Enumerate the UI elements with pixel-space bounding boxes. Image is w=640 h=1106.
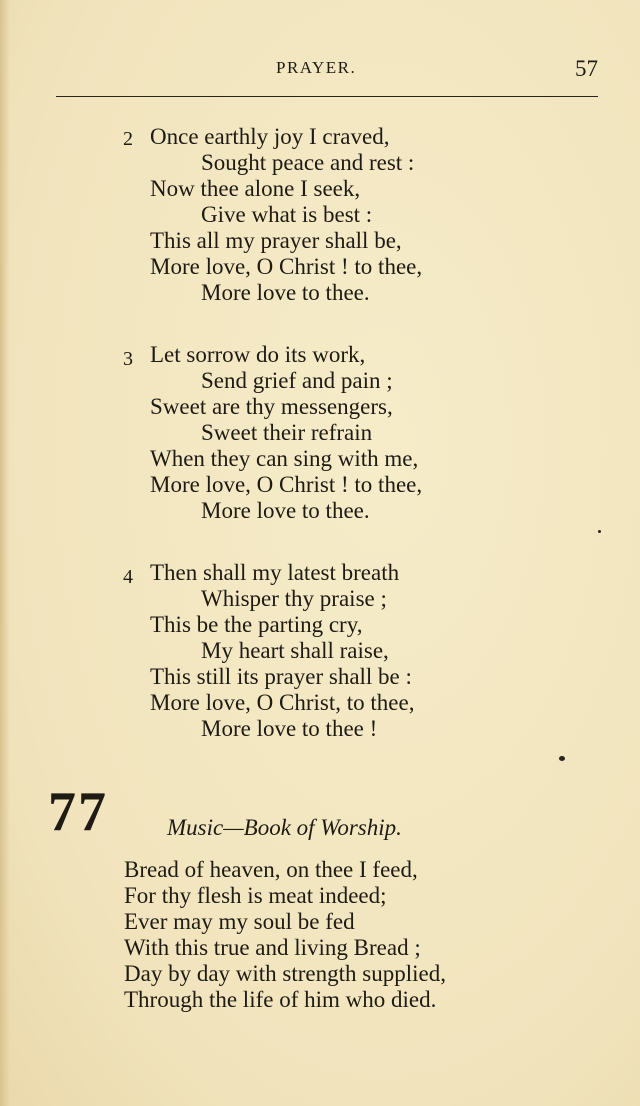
stanza-line: Now thee alone I seek,	[150, 176, 361, 201]
stanza-line: Let sorrow do its work,	[150, 342, 366, 367]
stanza-line: More love to thee !	[201, 716, 378, 741]
page-edge-shadow	[0, 0, 10, 1106]
header-rule	[56, 96, 598, 97]
stanza-line: Then shall my latest breath	[150, 560, 400, 585]
stanza-line: Send grief and pain ;	[201, 368, 393, 393]
verse-line: Bread of heaven, on thee I feed,	[124, 857, 418, 882]
stanza-line: This still its prayer shall be :	[150, 664, 412, 689]
stanza-line: More love, O Christ ! to thee,	[150, 472, 423, 497]
verse-line: Ever may my soul be fed	[124, 909, 355, 934]
hymn-number: 77	[48, 781, 108, 843]
stanza-number: 4	[123, 566, 133, 588]
music-credit: Music—Book of Worship.	[167, 815, 402, 840]
stanza-line: Whisper thy praise ;	[201, 586, 387, 611]
stanza-line: Once earthly joy I craved,	[150, 124, 390, 149]
stanza-line: More love to thee.	[201, 498, 370, 523]
stanza-line: Sought peace and rest :	[201, 150, 415, 175]
stanza-line: Give what is best :	[201, 202, 373, 227]
stanza-line: When they can sing with me,	[150, 446, 419, 471]
stanza-line: Sweet are thy messengers,	[150, 394, 393, 419]
stanza-number: 3	[123, 348, 133, 370]
stanza-line: More love to thee.	[201, 280, 370, 305]
stanza-line: My heart shall raise,	[201, 638, 389, 663]
page-number: 57	[575, 56, 598, 81]
stanza-line: Sweet their refrain	[201, 420, 373, 445]
verse-line: Through the life of him who died.	[124, 987, 437, 1012]
verse-line: For thy flesh is meat indeed;	[124, 883, 387, 908]
verse-line: Day by day with strength supplied,	[124, 961, 446, 986]
running-header-title: PRAYER.	[276, 58, 357, 77]
ink-speck	[559, 756, 565, 761]
stanza-line: This all my prayer shall be,	[150, 228, 402, 253]
stanza-line: This be the parting cry,	[150, 612, 363, 637]
stanza-line: More love, O Christ, to thee,	[150, 690, 415, 715]
stanza-line: More love, O Christ ! to thee,	[150, 254, 423, 279]
stanza-number: 2	[123, 128, 133, 150]
ink-speck	[598, 530, 601, 533]
verse-line: With this true and living Bread ;	[124, 935, 421, 960]
